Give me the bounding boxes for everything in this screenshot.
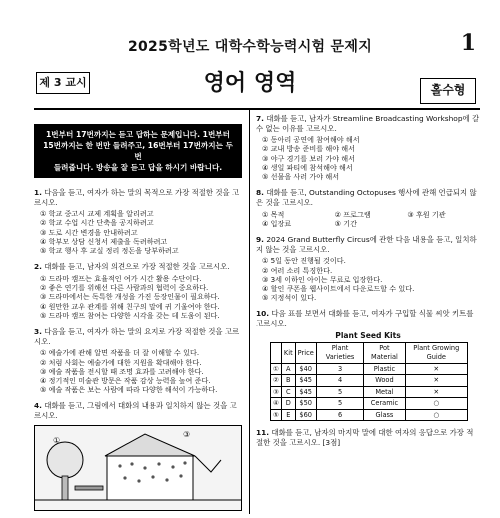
question-4-illustration [34, 425, 242, 511]
session-box: 제 3 교시 [36, 72, 90, 94]
table-header-row [271, 343, 468, 363]
notice-line: 1번부터 17번까지는 듣고 답하는 문제입니다. 1번부터 [46, 130, 230, 139]
table-cell: Metal [364, 386, 405, 398]
notice-line: 들려줍니다. 방송을 잘 듣고 답을 하시기 바랍니다. [53, 163, 223, 172]
choice: ④ 할인 쿠폰을 웹사이트에서 다운로드할 수 있다. [262, 283, 415, 293]
table-header: Plant Growing Guide [405, 343, 467, 363]
table-cell: $40 [295, 363, 316, 375]
choice: ② 처럼 사회는 예술가에 대한 지원을 확대해야 한다. [40, 357, 202, 367]
left-column [34, 114, 242, 518]
question-1 [34, 188, 242, 255]
table-cell: 6 [316, 409, 364, 421]
choice: ① 예술가에 관해 알면 작품을 더 잘 이해할 수 있다. [40, 348, 200, 358]
question-2 [34, 262, 242, 320]
question-stem: 2024 Grand Butterfly Circus에 관한 다음 내용을 듣고, 일치하지 않는 것을 고르시오. [256, 235, 477, 254]
table-row [271, 409, 468, 421]
picture-label: ① [53, 435, 61, 445]
table-row [271, 363, 468, 375]
table-cell: Ceramic [364, 398, 405, 410]
table-cell: A [281, 363, 295, 375]
question-stem: 다음을 듣고, 여자가 하는 말의 요지로 가장 적절한 것을 고르시오. [34, 327, 240, 346]
header-rule [34, 108, 480, 110]
choice: ④ 입장료 [262, 218, 292, 228]
subject-title: 영어 영역 [203, 71, 297, 96]
table-cell: 4 [316, 375, 364, 387]
question-stem: 대화를 듣고, 남자의 의견으로 가장 적절한 것을 고르시오. [44, 262, 230, 272]
question-stem: 대화를 듣고, 남자의 마지막 말에 대한 여자의 응답으로 가장 적절한 것을 고르시오. [3점] [256, 428, 474, 448]
question-7 [256, 114, 480, 181]
table-cell: 3 [316, 363, 364, 375]
table-header: Price [295, 343, 316, 363]
table-header: Plant Varieties [316, 343, 364, 363]
table-cell: $50 [295, 398, 316, 410]
question-number: 3. [34, 327, 42, 337]
choice: ① 5일 동안 진행될 것이다. [262, 256, 346, 266]
choice: ② 좋은 연기를 위해선 다른 사람과의 협력이 중요하다. [40, 283, 209, 293]
listening-notice [34, 124, 242, 178]
table-cell: ⑤ [271, 409, 282, 421]
table-cell: ✕ [405, 386, 467, 398]
table-row [271, 398, 468, 410]
table-title: Plant Seed Kits [335, 330, 401, 340]
question-number: 11. [256, 428, 270, 438]
table-cell: ④ [271, 398, 282, 410]
question-stem: 대화를 듣고, 남자가 Streamline Broadcasting Workshop에 갈 수 없는 이유를 고르시오. [256, 114, 480, 133]
table-row [271, 386, 468, 398]
choice: ② 학교 수업 시간 단축을 공지하려고 [40, 218, 154, 228]
table-cell: ✕ [405, 375, 467, 387]
table-cell: $60 [295, 409, 316, 421]
choice: ③ 야구 경기를 보러 가야 해서 [262, 153, 356, 163]
choice: ⑤ 예술 작품은 보는 사람에 따라 다양한 해석이 가능하다. [40, 385, 218, 395]
question-number: 7. [256, 114, 264, 123]
table-cell: $45 [295, 375, 316, 387]
exam-title: 2025학년도 대학수학능력시험 문제지 [127, 39, 373, 55]
table-cell: ○ [405, 409, 467, 421]
table-cell: ② [271, 375, 282, 387]
choice: ⑤ 드라마 캠프 참여는 다양한 시각을 갖는 데 도움이 된다. [40, 310, 220, 320]
table-cell: 5 [316, 398, 364, 410]
table-cell: ① [271, 363, 282, 375]
table-cell: E [281, 409, 295, 421]
table-cell: ③ [271, 386, 282, 398]
table-cell: $45 [295, 386, 316, 398]
picture-label: ③ [183, 429, 191, 439]
choice: ③ 3세 이하인 아이는 무료로 입장한다. [262, 274, 383, 284]
choice: ⑤ 학교 행사 후 교실 정리 정돈을 당부하려고 [40, 246, 179, 256]
table-cell: Glass [364, 409, 405, 421]
table-cell: ○ [405, 398, 467, 410]
table-header: Pot Material [364, 343, 405, 363]
question-10 [256, 309, 480, 421]
choice: ④ 생일 파티에 참석해야 해서 [262, 162, 353, 172]
choice: ④ 학부모 상담 신청서 제출을 독려하려고 [40, 236, 168, 246]
question-stem: 다음 표를 보면서 대화를 듣고, 여자가 구입할 식물 씨앗 키트를 고르시오. [256, 309, 474, 328]
column-divider [249, 110, 250, 514]
choice: ② 교내 방송 준비를 해야 해서 [262, 144, 356, 154]
choice: ⑤ 선물을 사러 가야 해서 [262, 172, 340, 182]
question-stem: 다음을 듣고, 여자가 하는 말의 목적으로 가장 적절한 것을 고르시오. [34, 188, 240, 207]
exam-type-box: 홀수형 [420, 78, 476, 104]
notice-line: 15번까지는 한 번만 들려주고, 16번부터 17번까지는 두 번 [43, 141, 233, 161]
question-number: 8. [256, 188, 264, 198]
table-header: Kit [281, 343, 295, 363]
plant-seed-kits-table [270, 342, 468, 421]
choice: ④ 원만한 교우 관계를 위해 친구의 말에 귀 기울여야 한다. [40, 301, 220, 311]
question-stem: 대화를 듣고, 그림에서 대화의 내용과 일치하지 않는 것을 고르시오. [34, 401, 237, 421]
question-number: 2. [34, 262, 42, 272]
question-number: 1. [34, 188, 42, 197]
table-cell: B [281, 375, 295, 387]
table-cell: 5 [316, 386, 364, 398]
choice: ② 여러 소리 특징한다. [262, 265, 333, 275]
table-cell: C [281, 386, 295, 398]
choice: ⑤ 지정석이 있다. [262, 293, 317, 303]
table-cell: ✕ [405, 363, 467, 375]
choice: ① 학교 중고시 교제 계획을 알리려고 [40, 209, 154, 219]
page-number: 1 [460, 30, 476, 56]
question-number: 4. [34, 401, 42, 411]
choice: ③ 드라마에서는 독특한 개성을 가진 등장인물이 필요하다. [40, 292, 220, 302]
choice: ① 드라마 캠프는 효율적인 여가 시간 활용 수단이다. [40, 273, 202, 283]
table-header [271, 343, 282, 363]
table-cell: D [281, 398, 295, 410]
choice: ⑤ 기간 [334, 218, 357, 228]
question-stem: 대화를 듣고, Outstanding Octopuses 행사에 관해 언급되지 않은 것을 고르시오. [256, 188, 477, 207]
choice: ③ 예술 작품을 전시할 때 조명 효과를 고려해야 한다. [40, 366, 204, 376]
question-4 [34, 401, 242, 510]
choice: ③ 도로 시간 변경을 안내하려고 [40, 227, 138, 237]
question-number: 10. [256, 309, 270, 319]
choice: ④ 정기적인 미술관 방문은 작품 감상 능력을 높여 준다. [40, 375, 211, 385]
table-row [271, 375, 468, 387]
choice: ③ 후원 기관 [407, 209, 446, 219]
choice: ① 목적 [262, 209, 285, 219]
question-3 [34, 327, 242, 394]
tent-scene-drawing [35, 426, 242, 511]
right-column [256, 114, 480, 455]
table-cell: Plastic [364, 363, 405, 375]
question-9 [256, 235, 480, 302]
choice: ② 프로그램 [334, 209, 371, 219]
question-8 [256, 188, 480, 228]
choice: ① 동아리 공연에 참여해야 해서 [262, 135, 360, 145]
question-number: 9. [256, 235, 264, 245]
table-cell: Wood [364, 375, 405, 387]
question-11 [256, 428, 480, 447]
